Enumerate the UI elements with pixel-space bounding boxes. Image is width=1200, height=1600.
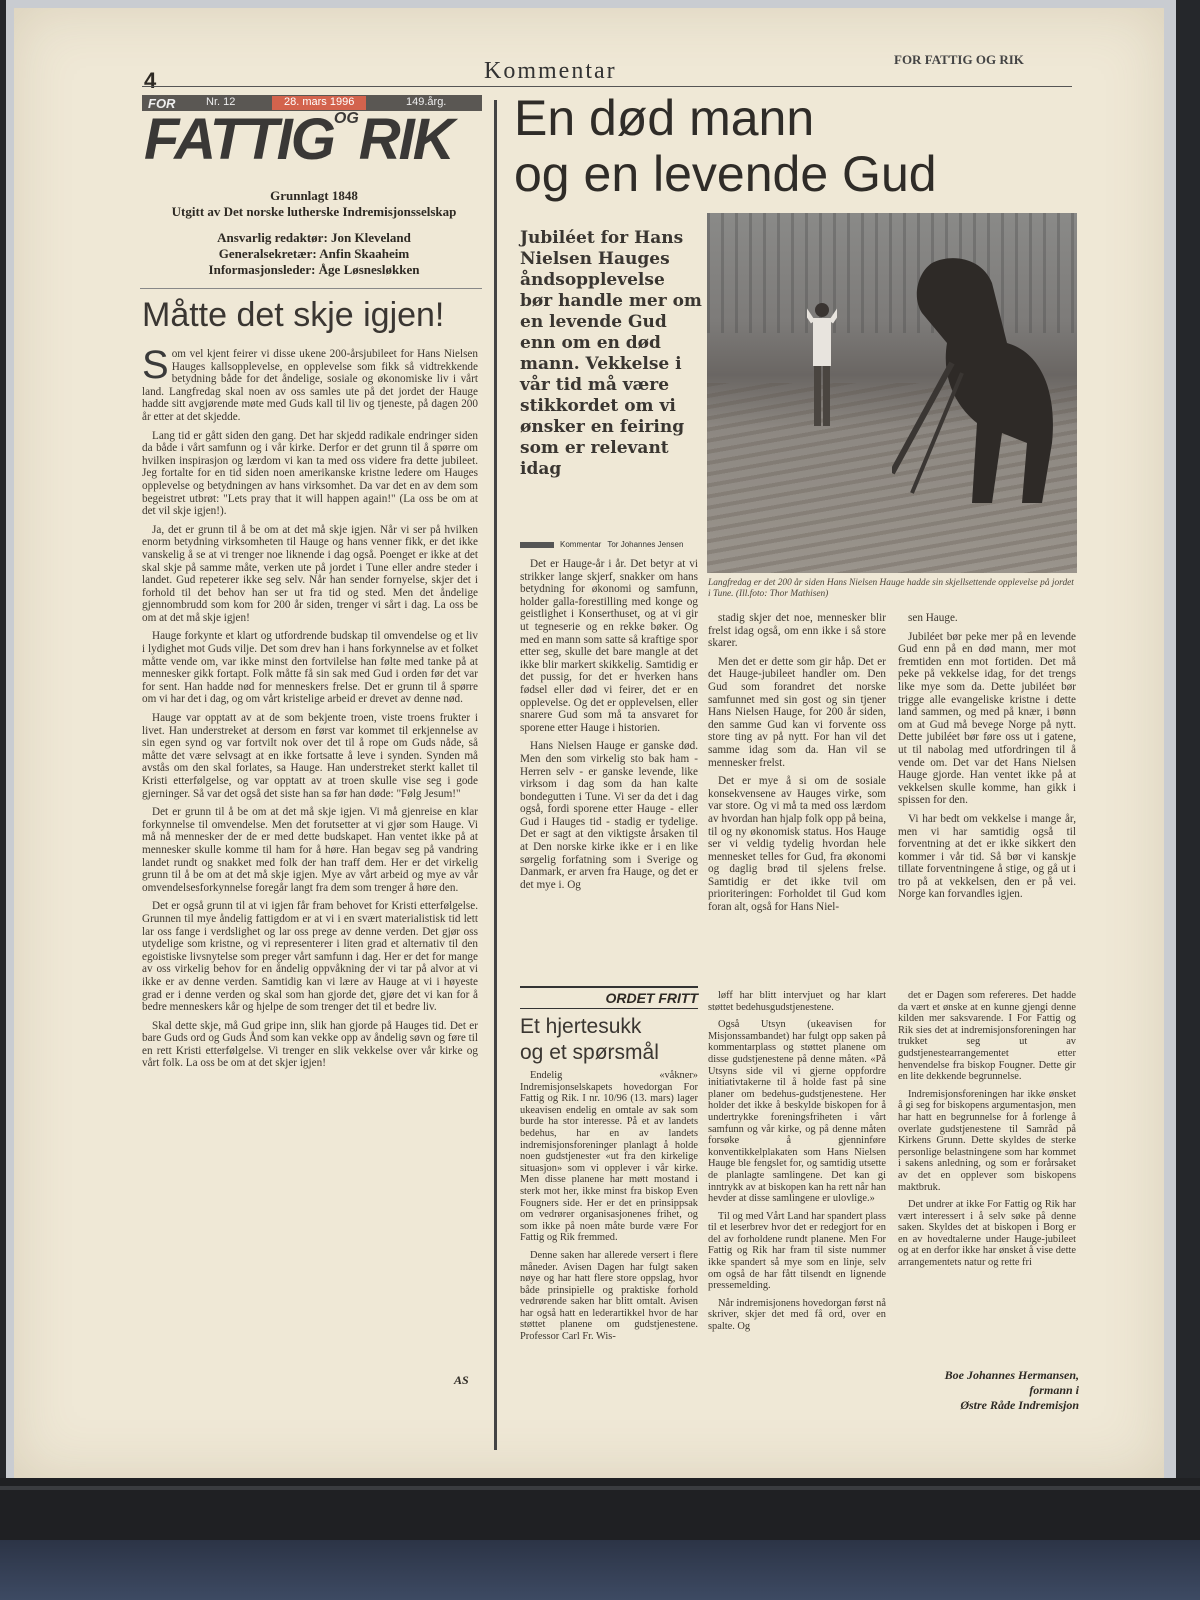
feature-headline-line-2: og en levende Gud: [514, 146, 937, 202]
staff-secretary: Generalsekretær: Anfin Skaaheim: [218, 246, 410, 261]
feature-paragraph: Vi har bedt om vekkelse i mange år, men vi har samtidig også til forventning at det er ikke sikkert den kommer i vår tid. Så bør vi kanskje tillate forventningene å stige, og gå ut i tro på at vekkelsen, den er på vei. Norge kan forvandles igjen.: [898, 812, 1076, 901]
feature-paragraph: sen Hauge.: [908, 612, 958, 624]
signature-name: Boe Johannes Hermansen,: [944, 1368, 1079, 1382]
ordet-fritt-paragraph: Endelig «våkner» Indremisjonselskapets hovedorgan For Fattig og Rik. I nr. 10/96 (13. mars) lager ukeavisen endelig en omtale av sak som burde ha stor interesse. På et av landets bedehus, har en av landets indremisjonsforeninger planlagt å holde noen gudstjenester «ut fra den kirkelige situasjon» som vi opplever i vår kirke. Men disse planene har møtt mostand i sterk mot her, ikke minst fra biskop Even Fougners side. Her er det en prinsippsak om vedrører organisasjonenes frihet, og som ikke på noen måte burde være For Fattig og Rik fremmed.: [520, 1070, 698, 1244]
masthead-word-og: OG: [333, 110, 359, 127]
feature-ingress: Jubiléet for Hans Nielsen Hauges åndsopplevelse bør handle mer om en levende Gud enn om en død mann. Vekkelse i vår tid må være stikkordet om vi ønsker en feiring som er relevant idag: [520, 228, 702, 479]
publisher-line: Utgitt av Det norske lutherske Indremisjonsselskap: [171, 204, 457, 219]
feature-headline-line-1: En død mann: [514, 90, 815, 146]
header-rule: [142, 86, 1072, 87]
ordet-fritt-paragraph: Det undrer at ikke For Fattig og Rik har vært interessert i å selv søke på denne saken. Skyldes det at biskopen i Borg er en av hovedtalerne under Hauge-jubileet og at en derfor ikke har ønsket å vise dette arrangementets natur og rette fri: [898, 1199, 1076, 1269]
masthead-word-fattig: FATTIG: [144, 107, 334, 172]
section-title: Kommentar: [484, 58, 617, 84]
feature-headline: [514, 90, 937, 202]
masthead-rule: [140, 288, 482, 289]
ordet-fritt-paragraph: Indremisjonsforeningen har ikke ønsket å gi seg for biskopens argumentasjon, men har hatt en begrunnelse for å forlenge å overlate gudstjenestene til Samråd på Kirkens Grunn. Dette skyldes de sterke personlige belastningene som har kommet i sakens anledning, og som er forårsaket av det en opplever som biskopens maktbruk.: [898, 1088, 1076, 1193]
volume-number: 149.årg.: [406, 96, 447, 108]
fabric-background: [0, 1540, 1200, 1600]
feature-column-2: [708, 612, 886, 920]
feature-paragraph: Men det er dette som gir håp. Det er det Hauge-jubileet handler om. Den Gud som forandret det norske samfunnet med sin gost og sin tjener Hans Nielsen Hauge, for 200 år siden, den samme Gud kan vi forvente oss store ting av på nytt. For han vil det samme idag som da. Han vil se mennesker frelst.: [708, 655, 886, 769]
ordet-fritt-headline-line-1: Et hjertesukk: [520, 1015, 642, 1038]
feature-paragraph: stadig skjer det noe, mennesker blir frelst idag også, om enn ikke i så store skarer.: [708, 612, 886, 650]
feature-byline: [520, 540, 700, 549]
founded-line: Grunnlagt 1848: [270, 188, 358, 203]
photo-caption: Langfredag er det 200 år siden Hans Nielsen Hauge hadde sin skjellsettende opplevelse på jordet i Tune. (Ill.foto: Thor Mathisen): [708, 578, 1074, 599]
editorial-paragraph: Det er grunn til å be om at det må skje igjen. Vi må gjenreise en klar forkynnelse til omvendelse. Men det forutsetter at vi gjør som Hauge. Vi må nå mennesker der de er med dette budskapet. Han ventet ikke på at mennesker skulle komme til ham for å høre. Han begav seg på vandring landet rundt og snakket med folk der han traff dem. Her er det virkelig grunn til å be om at det må skje igjen. Mye av vårt arbeid og mye av vår omvendelsesforkynnelse foregår langt fra dem som trenger å høre den.: [142, 806, 478, 894]
issue-number: Nr. 12: [206, 96, 236, 108]
column-divider: [494, 100, 497, 1450]
ordet-fritt-column-1: [520, 1070, 698, 1349]
feature-paragraph: Jubiléet bør peke mer på en levende Gud enn på en død mann, mer mot fremtiden enn mot fortiden. Det må peke på vekkelse idag, for det trengs like mye som da. Dette jubiléet bør trigge alle evangeliske kristne i dette land sammen, og med på knær, i bønn om at Gud må bevege Norge på nytt. Dette jubiléet bør føre oss ut i gatene, ut til nabolag med utfordringen til å vende om. Det var det Hans Nielsen Hauge gjorde. Han ventet ikke på at vekkelsen skulle komme, han gikk i spissen for den.: [898, 630, 1076, 807]
drop-cap: S: [142, 343, 169, 387]
byline-author: Tor Johannes Jensen: [607, 540, 684, 549]
feature-paragraph: Det er mye å si om de sosiale konsekvensene av Hauges virke, som var store. Og vi må ta med oss lærdom av hvordan han hjalp folk opp på beina, til og ny økonomisk status. Hos Hauge ser vi veldig tydelig hvordan hele mennesket telles for Gud, fra økonomi og daglig brød til sjelens frelse. Samtidig er det ikke tvil om prioriteringen: Forholdet til Gud kom foran alt, også for Hans Niel-: [708, 775, 886, 914]
ordet-fritt-paragraph: løff har blitt intervjuet og har klart støttet bedehusgudstjenestene.: [708, 990, 886, 1013]
issue-date: 28. mars 1996: [272, 96, 366, 110]
ordet-fritt-headline-line-2: og et spørsmål: [520, 1041, 659, 1064]
staff-info-lead: Informasjonsleder: Åge Løsnesløkken: [208, 262, 420, 277]
masthead-word-rik: RIK: [358, 107, 453, 172]
feature-column-3: [898, 612, 1076, 907]
ordet-fritt-paragraph: Denne saken har allerede versert i flere måneder. Avisen Dagen har fulgt saken nøye og har hatt flere store oppslag, hvor både prinsipielle og praktiske forhold vedrørende saken har blitt omtalt. Avisen har også hatt en lederartikkel hvor de har støttet planene om gudstjenestene. Professor Carl Fr. Wis-: [520, 1249, 698, 1343]
editorial-paragraph: Hauge forkynte et klart og utfordrende budskap til omvendelse og et liv i lydighet mot Guds vilje. Det som drev han i hans forkynnelse av et folket måtte vende om, var ikke minst den fortvilelse han følte med tanke på at mennesker gikk fortapt. Folk måtte få sin sak med Gud i orden før det var for sent. Han hadde nød for menneskers frelse. Det er grunn til å spørre om vi har det i dag, og om vårt kristelige arbeid er drevet av denne nød.: [142, 630, 478, 706]
feature-paragraph: Hans Nielsen Hauge er ganske død. Men den som virkelig sto bak ham - Herren selv - er ganske levende, like virksom i dag som da han kalte bondegutten i Tune. Vi ser da det i dag også, fordi sporene etter Hauge - eller Gud i Hauges tid - stadig er tydelige. Det er sagt at den viktigste årsaken til at Den norske kirke ikke er i en like sørgelig forfatning som i Sverige og Danmark, er arven fra Hauge, og det er det mye i. Og: [520, 740, 698, 891]
editorial-paragraph: Det er også grunn til at vi igjen får fram behovet for Kristi etterfølgelse. Grunnen til mye åndelig fattigdom er at vi i en svært materialistisk tid lett lar oss fange i verdslighet og lar oss prege av denne verden. Det gjør oss utydelige som kristne, og vi representerer i liten grad et alternativ til den egoistiske livsnytelse som preger vårt samfunn i dag. Her er det for mange av oss virkelig behov for en åndelig oppvåkning der vi tar på alvor at vi ikke er av denne verden. Samtidig kan vi lære av Hauge at vi i høyeste grad er i denne verden og skal som han gjorde det, gjøre det vi kan for å bedre menneskers kår og hjelpe de som trenger det til et bedre liv.: [142, 900, 478, 1014]
editorial-paragraph: Ja, det er grunn til å be om at det må skje igjen. Når vi ser på hvilken enorm betydning virksomheten til Hauge og hans venner fikk, er det ikke vanskelig å se at vi trenger noe liknende i dag også. Poenget er ikke at det skal skje på samme måte, verken ute på jordet i Tune eller andre steder i landet. Gud repeterer ikke seg selv. Når han sender fornyelse, skjer det i forhold til det behov han ser ut fra tid og sted. Men det åndelige gjennombrudd som kom for 200 år siden, trenger vi sårt i dag. La oss be om at det må skje igjen!: [142, 523, 478, 624]
editorial-signature: AS: [454, 1373, 469, 1387]
feature-paragraph: Det er Hauge-år i år. Det betyr at vi strikker lange skjerf, snakker om hans betydning for økonomi og samfunn, holder galla-forestilling med konge og geistlighet i Konserthuset, og at vi gir ut tegneserie og en rekke bøker. Og med en mann som satte så kraftige spor etter seg, skulle det bare mangle at det ikke blir markert skikkelig. Samtidig er det pussig, for det er hverken hans fødsel eller død vi feirer, det er en opplevelse. Og det er opplevelsen, eller snarere Gud som må ta ansvaret for sporene etter Hauge i historien.: [520, 558, 698, 734]
photo-person-figure: [807, 298, 837, 438]
ordet-fritt-paragraph: det er Dagen som refereres. Det hadde da vært et ønske at en kunne gjengi denne kilden mer saksvarende. I For Fattig og Rik sies det at indremisjonsforeningen har trukket seg ut av gudstjenestearrangementet etter henvendelse fra biskop Fougner. Dette gir en lite dekkende begrunnelse.: [898, 990, 1076, 1083]
signature-org: Østre Råde Indremisjon: [960, 1398, 1079, 1412]
masthead-logo: [144, 107, 453, 172]
signature-role: formann i: [1029, 1383, 1079, 1397]
ordet-fritt-headline: [520, 1014, 700, 1066]
editorial-body: [142, 343, 478, 1076]
masthead-for: FOR: [148, 96, 176, 111]
newspaper-page: [14, 8, 1164, 1478]
photo-horse-figure: [892, 253, 1062, 513]
ordet-fritt-label: ORDET FRITT: [520, 986, 698, 1009]
editorial-paragraph: Som vel kjent feirer vi disse ukene 200-årsjubileet for Hans Nielsen Hauges kallsopplevelse, en opplevelse som fikk så vidtrekkende betydning både for det åndelige, sosiale og økonomiske liv i vårt land. Langfredag skal noen av oss samles ute på det jordet der Hauge hadde sitt avgjørende møte med Guds kall til liv og tjeneste, på dagen 200 år etter at det skjedde.: [142, 343, 478, 423]
ordet-fritt-column-2: [708, 990, 886, 1339]
page-number: 4: [144, 68, 157, 93]
show-through-print: [1059, 103, 1075, 154]
editorial-paragraph: Lang tid er gått siden den gang. Det har skjedd radikale endringer siden da både i vårt samfunn og i vår kirke. Derfor er det grunn til å spørre om hvilken inspirasjon og lærdom vi kan ta med oss videre fra dette jubileet. Jeg fortalte for en tid siden noen amerikanske kristne ledere om Hauges opplevelse og betydningen av hans virksomhet. Da var det en av dem som begeistret utbrøt: "Lets pray that it will happen again!" (La oss be om at det vil skje igjen!).: [142, 429, 478, 518]
ordet-fritt-paragraph: Til og med Vårt Land har spandert plass til et leserbrev hvor det er redegjort for en del av forholdene rundt planene. Men For Fattig og Rik har fram til siste nummer ikke spandert så mye som en linje, selv om også de har fått tilsendt en lignende pressemelding.: [708, 1210, 886, 1292]
ordet-fritt-paragraph: Også Utsyn (ukeavisen for Misjonssambandet) har fulgt opp saken på kommentarplass og støttet planene om disse gudstjenestene på denne måten. «På Utsyns side vil vi gjerne oppfordre initiativtakerne til å holde fast på sine planer om bedehus-gudstjenestene. Her holder det ikke å beskylde biskopen for å undertrykke foreningsfriheten i vårt samfunn og vår kirke, og på denne måten forsøke å gjenninføre konventikkelplakaten som Hans Nielsen Hauge ble fengslet for, og samtidig utsette de planlagte samlingene. Det kan gi inntrykk av at biskopen kan ha rett når han hevder at disse samlingene er ulovlige.»: [708, 1019, 886, 1205]
feature-photo: [707, 213, 1077, 573]
ordet-fritt-column-3: [898, 990, 1076, 1275]
editorial-headline: Måtte det skje igjen!: [142, 296, 445, 334]
ordet-fritt-paragraph: Når indremisjonens hovedorgan først nå skriver, skjer det med få ord, over en spalte. Og: [708, 1297, 886, 1333]
byline-section: Kommentar: [560, 540, 602, 549]
byline-bar: [520, 542, 554, 548]
editorial-paragraph: Skal dette skje, må Gud gripe inn, slik han gjorde på Hauges tid. Det er bare Guds ord og Guds Ånd som kan vekke opp av åndelig søvn og føre til en rett Kristi etterfølgelse. Vi trenger en slik vekkelse over vår kirke og vårt folk. La oss be om at det skjer igjen!: [142, 1019, 478, 1070]
staff-editor: Ansvarlig redaktør: Jon Kleveland: [217, 230, 411, 245]
ordet-fritt-signature: [929, 1368, 1079, 1413]
editorial-paragraph: Hauge var opptatt av at de som bekjente troen, viste troens frukter i livet. Han understreket at dersom en først var kommet til erkjennelse av sin egen synd og var fortvilt nok over det til å rope om Guds nåde, så måtte det være selvsagt at en ikke fortsatte å leve i synden. Synden må avstås om den skal forlates, sa Hauge. Han understreket sterkt kallet til Kristi etterfølgelse, og var opptatt av at troen skulle vise seg i gode gjerninger. Så var det også det siste han sa før han døde: "Følg Jesum!": [142, 712, 478, 800]
running-header-paper-name: FOR FATTIG OG RIK: [894, 52, 1024, 67]
feature-column-1: [520, 558, 698, 897]
